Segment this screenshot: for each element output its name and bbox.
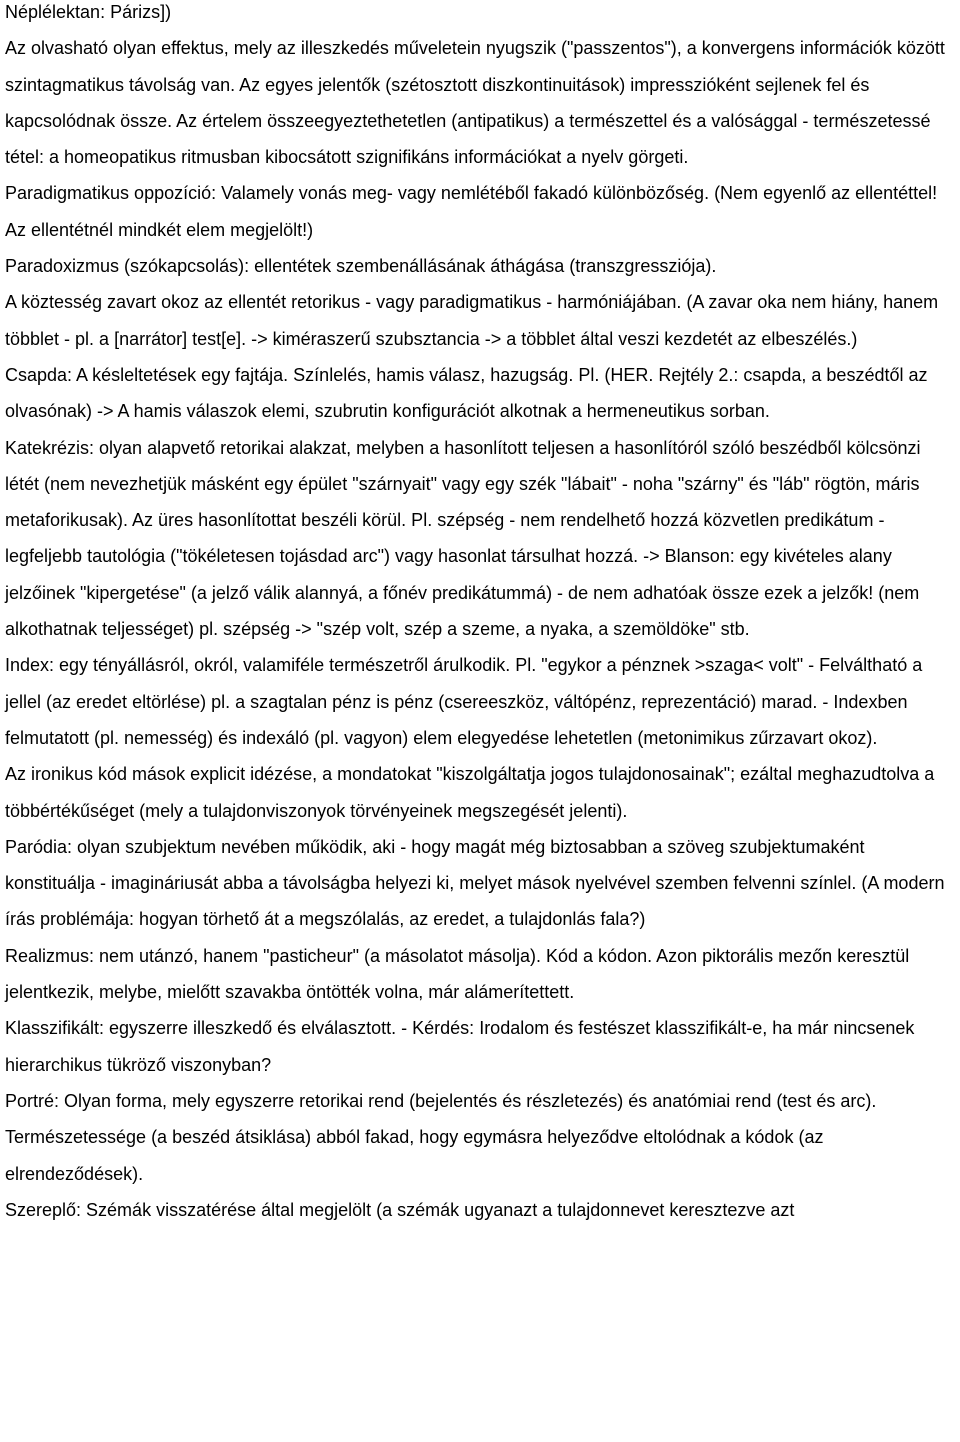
paragraph-portre: Portré: Olyan forma, mely egyszerre retorikai rend (bejelentés és részletezés) és anatómiai rend (test és arc). Természetessége (a beszéd átsiklása) abból fakad, hogy egymásra helyeződve eltolódnak a kódok (az elrendeződések).	[5, 1090, 877, 1184]
paragraph-realizmus: Realizmus: nem utánzó, hanem "pasticheur" (a másolatot másolja). Kód a kódon. Azon piktorális mezőn keresztül jelentkezik, melybe, mielőtt szavakba öntötték volna, már alámerítettett.	[5, 945, 910, 1003]
paragraph-parodia: Paródia: olyan szubjektum nevében működik, aki - hogy magát még biztosabban a szöveg szubjektumaként konstituálja - imagináriusát abba a távolságba helyezi ki, melyet mások nyelvével szemben felvenni színlel. (A modern írás problémája: hogyan törhető át a megszólalás, az eredet, a tulajdonlás fala?)	[5, 836, 945, 930]
paragraph-paradigmatikus-oppozicio: Paradigmatikus oppozíció: Valamely vonás meg- vagy nemlétéből fakadó különbözőség. (Nem egyenlő az ellentéttel! Az ellentétnél mindkét elem megjelölt!)	[5, 183, 938, 240]
paragraph-olvashato: Az olvasható olyan effektus, mely az illeszkedés műveletein nyugszik ("passzentos"), a konvergens információk között szintagmatikus távolság van. Az egyes jelentők (szétosztott diszkontinuitások) impresszióként sejlenek fel és kapcsolódnak össze. Az értelem összeegyeztethetetlen (antipatikus) a természettel és a valósággal - természetessé tétel: a homeopatikus ritmusban kibocsátott szignifikáns információkat a nyelv görgeti.	[5, 38, 945, 168]
paragraph-katekrezis: Katekrézis: olyan alapvető retorikai alakzat, melyben a hasonlított teljesen a hasonlítóról szóló beszédből kölcsönzi létét (nem nevezhetjük másként egy épület "szárnyait" vagy egy szék "lábait" - noha "szárny" és "láb" rögtön, máris metaforikusak). Az üres hasonlítottat beszéli körül. Pl. szépség - nem rendelhető hozzá közvetlen predikátum - legfeljebb tautológia ("tökéletesen tojásdad arc") vagy hasonlat társulhat hozzá. -> Blanson: egy kivételes alany jelzőinek "kipergetése" (a jelző válik alannyá, a főnév predikátummá) - de nem adhatóak össze ezek a jelzők! (nem alkothatnak teljességet) pl. szépség -> "szép volt, szép a szeme, a nyaka, a szemöldöke" stb.	[5, 437, 921, 640]
paragraph-ironikus-kod: Az ironikus kód mások explicit idézése, a mondatokat "kiszolgáltatja jogos tulajdonosainak"; ezáltal meghazudtolva a többértékűséget (mely a tulajdonviszonyok törvényeinek megszegését jelenti).	[5, 764, 935, 821]
paragraph-koztesseg: A köztesség zavart okoz az ellentét retorikus - vagy paradigmatikus - harmóniájában. (A zavar oka nem hiány, hanem többlet - pl. a [narrátor] test[e]. -> kiméraszerű szubsztancia -> a többlet által veszi kezdetét az elbeszélés.)	[5, 292, 939, 349]
paragraph-index: Index: egy tényállásról, okról, valamiféle természetről árulkodik. Pl. "egykor a pénznek >szaga< volt" - Felváltható a jellel (az eredet eltörlése) pl. a szagtalan pénz is pénz (csereeszköz, váltópénz, reprezentáció) marad. - Indexben felmutatott (pl. nemesség) és indexáló (pl. vagyon) elem elegyedése lehetetlen (metonimikus zűrzavart okoz).	[5, 655, 923, 748]
paragraph-klasszifikalt: Klasszifikált: egyszerre illeszkedő és elválasztott. - Kérdés: Irodalom és festészet klasszifikált-e, ha már nincsenek hierarchikus tükröző viszonyban?	[5, 1018, 915, 1075]
document-page	[5, 0, 957, 1228]
paragraph-paradoxizmus: Paradoxizmus (szókapcsolás): ellentétek szembenállásának áthágása (transzgressziója).	[5, 256, 717, 277]
paragraph-csapda: Csapda: A késleltetések egy fajtája. Színlelés, hamis válasz, hazugság. Pl. (HER. Rejtély 2.: csapda, a beszédtől az olvasónak) -> A hamis válaszok elemi, szubrutin konfigurációt alkotnak a hermeneutikus sorban.	[5, 364, 928, 422]
paragraph-szereplo: Szereplő: Szémák visszatérése által megjelölt (a szémák ugyanazt a tulajdonnevet keresztezve azt	[5, 1199, 795, 1220]
paragraph-heading: Néplélektan: Párizs])	[5, 2, 172, 22]
